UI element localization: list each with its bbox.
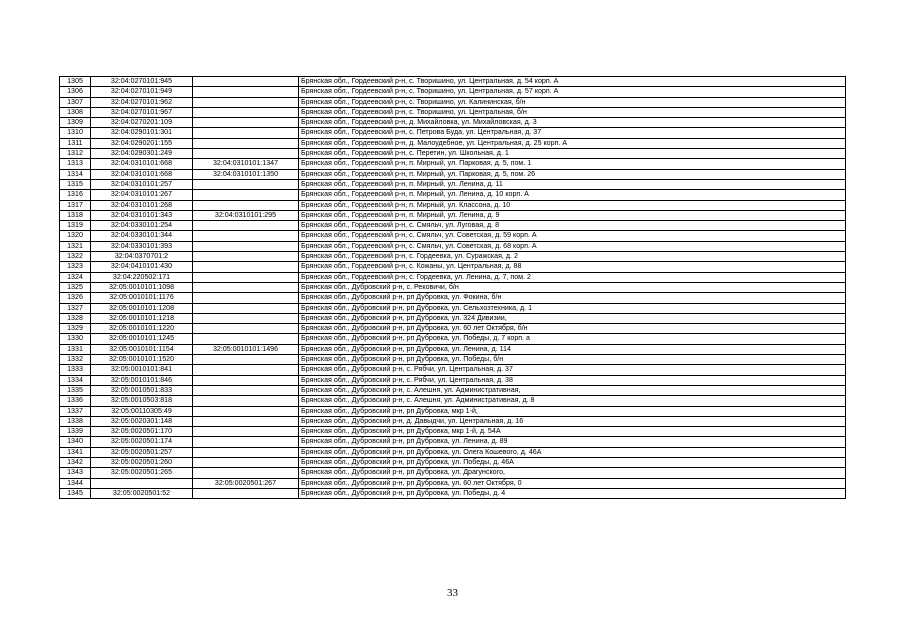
address-cell: Брянская обл., Дубровский р-н, рп Дубровка, ул. Олега Кошевого, д. 46А: [299, 447, 846, 457]
row-number-cell: 1344: [60, 478, 91, 488]
address-cell: Брянская обл., Дубровский р-н, рп Дубровка, мкр 1-й, д. 54А: [299, 427, 846, 437]
related-cadastral-number-cell: [193, 252, 299, 262]
row-number-cell: 1325: [60, 282, 91, 292]
row-number-cell: 1320: [60, 231, 91, 241]
related-cadastral-number-cell: [193, 457, 299, 467]
address-cell: Брянская обл., Дубровский р-н, с. Рековичи, б/н: [299, 282, 846, 292]
row-number-cell: 1308: [60, 107, 91, 117]
table-row: [60, 210, 846, 220]
cadastral-number-cell: 32:05:0010101:1176: [91, 293, 193, 303]
address-cell: Брянская обл., Дубровский р-н, рп Дубровка, ул. Победы, д. 4: [299, 488, 846, 498]
row-number-cell: 1335: [60, 385, 91, 395]
related-cadastral-number-cell: [193, 87, 299, 97]
row-number-cell: 1334: [60, 375, 91, 385]
row-number-cell: 1318: [60, 210, 91, 220]
cadastral-number-cell: 32:04:220502:171: [91, 272, 193, 282]
related-cadastral-number-cell: [193, 385, 299, 395]
related-cadastral-number-cell: [193, 447, 299, 457]
table-row: [60, 262, 846, 272]
related-cadastral-number-cell: [193, 416, 299, 426]
row-number-cell: 1327: [60, 303, 91, 313]
cadastral-number-cell: 32:04:0270101:945: [91, 77, 193, 87]
cadastral-number-cell: 32:04:0310101:267: [91, 190, 193, 200]
table-row: [60, 334, 846, 344]
row-number-cell: 1326: [60, 293, 91, 303]
table-row: [60, 416, 846, 426]
table-row: [60, 293, 846, 303]
related-cadastral-number-cell: [193, 324, 299, 334]
cadastral-number-cell: 32:05:0010101:1220: [91, 324, 193, 334]
table-row: [60, 427, 846, 437]
table-row: [60, 396, 846, 406]
address-cell: Брянская обл., Дубровский р-н, д. Давыдчи, ул. Центральная, д. 16: [299, 416, 846, 426]
row-number-cell: 1317: [60, 200, 91, 210]
related-cadastral-number-cell: [193, 365, 299, 375]
row-number-cell: 1343: [60, 468, 91, 478]
cadastral-number-cell: [91, 478, 193, 488]
table-row: [60, 149, 846, 159]
row-number-cell: 1312: [60, 149, 91, 159]
row-number-cell: 1332: [60, 355, 91, 365]
cadastral-number-cell: 32:05:0020501:265: [91, 468, 193, 478]
address-cell: Брянская обл., Гордеевский р-н, с. Смяльч, ул. Луговая, д. 8: [299, 221, 846, 231]
related-cadastral-number-cell: [193, 488, 299, 498]
cadastral-number-cell: 32:04:0290301:249: [91, 149, 193, 159]
table-row: [60, 138, 846, 148]
address-cell: Брянская обл., Гордеевский р-н, с. Творишино, ул. Центральная, д. 57 корп. А: [299, 87, 846, 97]
cadastral-number-cell: 32:04:0290201:155: [91, 138, 193, 148]
cadastral-number-cell: 32:04:0330101:393: [91, 241, 193, 251]
row-number-cell: 1310: [60, 128, 91, 138]
address-cell: Брянская обл., Дубровский р-н, рп Дубровка, ул. Фокина, б/н: [299, 293, 846, 303]
table-row: [60, 457, 846, 467]
table-row: [60, 468, 846, 478]
cadastral-number-cell: 32:04:0370701:2: [91, 252, 193, 262]
row-number-cell: 1313: [60, 159, 91, 169]
table-row: [60, 97, 846, 107]
cadastral-number-cell: 32:05:0020501:170: [91, 427, 193, 437]
cadastral-number-cell: 32:04:0310101:668: [91, 159, 193, 169]
table-row: [60, 252, 846, 262]
table-row: [60, 118, 846, 128]
address-cell: Брянская обл., Гордеевский р-н, с. Смяльч, ул. Советская, д. 68 корп. А: [299, 241, 846, 251]
cadastral-number-cell: 32:05:0010101:841: [91, 365, 193, 375]
row-number-cell: 1338: [60, 416, 91, 426]
address-cell: Брянская обл., Гордеевский р-н, п. Мирный, ул. Ленина, д. 10 корп. А: [299, 190, 846, 200]
table-row: [60, 128, 846, 138]
row-number-cell: 1345: [60, 488, 91, 498]
table-row: [60, 313, 846, 323]
registry-table-body: [60, 77, 846, 499]
address-cell: Брянская обл., Гордеевский р-н, д. Михайловка, ул. Михайловская, д. 3: [299, 118, 846, 128]
related-cadastral-number-cell: [193, 313, 299, 323]
address-cell: Брянская обл., Гордеевский р-н, с. Творишино, ул. Центральная, д. 54 корп. А: [299, 77, 846, 87]
related-cadastral-number-cell: [193, 97, 299, 107]
address-cell: Брянская обл., Гордеевский р-н, п. Мирный, ул. Парковая, д. 5, пом. 26: [299, 169, 846, 179]
cadastral-number-cell: 32:05:0020501:174: [91, 437, 193, 447]
cadastral-number-cell: 32:05:0010101:1520: [91, 355, 193, 365]
address-cell: Брянская обл., Дубровский р-н, рп Дубровка, ул. 60 лет Октября, б/н: [299, 324, 846, 334]
table-row: [60, 190, 846, 200]
address-cell: Брянская обл., Дубровский р-н, рп Дубровка, ул. Победы, д. 46А: [299, 457, 846, 467]
cadastral-number-cell: 32:04:0330101:344: [91, 231, 193, 241]
cadastral-number-cell: 32:04:0270201:109: [91, 118, 193, 128]
address-cell: Брянская обл., Гордеевский р-н, д. Малоудебное, ул. Центральная, д. 25 корп. А: [299, 138, 846, 148]
related-cadastral-number-cell: [193, 128, 299, 138]
row-number-cell: 1323: [60, 262, 91, 272]
related-cadastral-number-cell: [193, 406, 299, 416]
related-cadastral-number-cell: [193, 179, 299, 189]
address-cell: Брянская обл., Гордеевский р-н, с. Смяльч, ул. Советская, д. 59 корп. А: [299, 231, 846, 241]
related-cadastral-number-cell: [193, 107, 299, 117]
cadastral-number-cell: 32:04:0310101:268: [91, 200, 193, 210]
related-cadastral-number-cell: [193, 334, 299, 344]
row-number-cell: 1307: [60, 97, 91, 107]
table-row: [60, 365, 846, 375]
table-row: [60, 324, 846, 334]
table-row: [60, 303, 846, 313]
address-cell: Брянская обл., Дубровский р-н, с. Рябчи, ул. Центральная, д. 38: [299, 375, 846, 385]
related-cadastral-number-cell: [193, 468, 299, 478]
page-number: 33: [447, 587, 458, 599]
table-row: [60, 77, 846, 87]
address-cell: Брянская обл., Гордеевский р-н, п. Мирный, ул. Ленина, д. 9: [299, 210, 846, 220]
cadastral-number-cell: 32:04:0270101:949: [91, 87, 193, 97]
table-row: [60, 231, 846, 241]
cadastral-number-cell: 32:04:0310101:257: [91, 179, 193, 189]
table-row: [60, 107, 846, 117]
address-cell: Брянская обл., Гордеевский р-н, с. Гордеевка, ул. Суражская, д. 2: [299, 252, 846, 262]
related-cadastral-number-cell: 32:05:0010101:1496: [193, 344, 299, 354]
row-number-cell: 1339: [60, 427, 91, 437]
row-number-cell: 1319: [60, 221, 91, 231]
table-row: [60, 385, 846, 395]
related-cadastral-number-cell: [193, 303, 299, 313]
address-cell: Брянская обл., Дубровский р-н, рп Дубровка, ул. Победы, д. 7 корп. а: [299, 334, 846, 344]
address-cell: Брянская обл., Дубровский р-н, рп Дубровка, ул. 60 лет Октября, 0: [299, 478, 846, 488]
address-cell: Брянская обл., Гордеевский р-н, с. Перетин, ул. Школьная, д. 1: [299, 149, 846, 159]
related-cadastral-number-cell: 32:04:0310101:1350: [193, 169, 299, 179]
cadastral-number-cell: 32:04:0410101:430: [91, 262, 193, 272]
address-cell: Брянская обл., Дубровский р-н, рп Дубровка, ул. Ленина, д. 114: [299, 344, 846, 354]
row-number-cell: 1329: [60, 324, 91, 334]
row-number-cell: 1336: [60, 396, 91, 406]
row-number-cell: 1306: [60, 87, 91, 97]
related-cadastral-number-cell: [193, 437, 299, 447]
row-number-cell: 1315: [60, 179, 91, 189]
address-cell: Брянская обл., Гордеевский р-н, с. Кожаны, ул. Центральная, д. 88: [299, 262, 846, 272]
related-cadastral-number-cell: [193, 241, 299, 251]
cadastral-number-cell: 32:04:0290101:301: [91, 128, 193, 138]
cadastral-number-cell: 32:05:0020501:52: [91, 488, 193, 498]
related-cadastral-number-cell: [193, 272, 299, 282]
address-cell: Брянская обл., Гордеевский р-н, с. Творишино, ул. Центральная, б/н: [299, 107, 846, 117]
row-number-cell: 1328: [60, 313, 91, 323]
table-row: [60, 159, 846, 169]
related-cadastral-number-cell: [193, 396, 299, 406]
address-cell: Брянская обл., Дубровский р-н, с. Алешня, ул. Административная,: [299, 385, 846, 395]
table-row: [60, 447, 846, 457]
related-cadastral-number-cell: 32:04:0310101:1347: [193, 159, 299, 169]
related-cadastral-number-cell: [193, 77, 299, 87]
cadastral-number-cell: 32:05:0010501:833: [91, 385, 193, 395]
cadastral-number-cell: 32:04:0270101:962: [91, 97, 193, 107]
cadastral-number-cell: 32:05:0010101:1154: [91, 344, 193, 354]
related-cadastral-number-cell: [193, 149, 299, 159]
cadastral-number-cell: 32:05:0010101:1245: [91, 334, 193, 344]
address-cell: Брянская обл., Дубровский р-н, рп Дубровка, ул. Драгунского,: [299, 468, 846, 478]
address-cell: Брянская обл., Дубровский р-н, рп Дубровка, мкр 1-й,: [299, 406, 846, 416]
address-cell: Брянская обл., Дубровский р-н, с. Алешня, ул. Административная, д. 8: [299, 396, 846, 406]
row-number-cell: 1314: [60, 169, 91, 179]
row-number-cell: 1330: [60, 334, 91, 344]
table-row: [60, 241, 846, 251]
address-cell: Брянская обл., Гордеевский р-н, п. Мирный, ул. Ленина, д. 11: [299, 179, 846, 189]
table-row: [60, 221, 846, 231]
related-cadastral-number-cell: [193, 221, 299, 231]
row-number-cell: 1331: [60, 344, 91, 354]
cadastral-number-cell: 32:04:0330101:254: [91, 221, 193, 231]
row-number-cell: 1311: [60, 138, 91, 148]
related-cadastral-number-cell: [193, 138, 299, 148]
row-number-cell: 1337: [60, 406, 91, 416]
table-row: [60, 272, 846, 282]
related-cadastral-number-cell: [193, 282, 299, 292]
row-number-cell: 1342: [60, 457, 91, 467]
row-number-cell: 1340: [60, 437, 91, 447]
table-row: [60, 437, 846, 447]
cadastral-number-cell: 32:05:0020301:148: [91, 416, 193, 426]
table-row: [60, 344, 846, 354]
related-cadastral-number-cell: [193, 293, 299, 303]
related-cadastral-number-cell: [193, 231, 299, 241]
cadastral-number-cell: 32:04:0310101:668: [91, 169, 193, 179]
related-cadastral-number-cell: [193, 118, 299, 128]
row-number-cell: 1321: [60, 241, 91, 251]
table-row: [60, 87, 846, 97]
address-cell: Брянская обл., Гордеевский р-н, с. Петрова Буда, ул. Центральная, д. 37: [299, 128, 846, 138]
cadastral-number-cell: 32:05:0020501:260: [91, 457, 193, 467]
address-cell: Брянская обл., Гордеевский р-н, с. Творишино, ул. Калининская, б/н: [299, 97, 846, 107]
table-row: [60, 488, 846, 498]
cadastral-number-cell: 32:05:0010503:818: [91, 396, 193, 406]
row-number-cell: 1324: [60, 272, 91, 282]
address-cell: Брянская обл., Дубровский р-н, рп Дубровка, ул. Сельхозтехника, д. 1: [299, 303, 846, 313]
row-number-cell: 1341: [60, 447, 91, 457]
related-cadastral-number-cell: [193, 375, 299, 385]
related-cadastral-number-cell: [193, 427, 299, 437]
address-cell: Брянская обл., Дубровский р-н, рп Дубровка, ул. Победы, б/н: [299, 355, 846, 365]
table-row: [60, 355, 846, 365]
table-row: [60, 179, 846, 189]
cadastral-number-cell: 32:05:0010101:846: [91, 375, 193, 385]
related-cadastral-number-cell: [193, 190, 299, 200]
address-cell: Брянская обл., Гордеевский р-н, п. Мирный, ул. Классона, д. 10: [299, 200, 846, 210]
table-row: [60, 169, 846, 179]
row-number-cell: 1333: [60, 365, 91, 375]
row-number-cell: 1309: [60, 118, 91, 128]
related-cadastral-number-cell: 32:05:0020501:267: [193, 478, 299, 488]
row-number-cell: 1305: [60, 77, 91, 87]
cadastral-number-cell: 32:04:0310101:343: [91, 210, 193, 220]
address-cell: Брянская обл., Гордеевский р-н, с. Гордеевка, ул. Ленина, д. 7, пом. 2: [299, 272, 846, 282]
cadastral-number-cell: 32:04:0270101:967: [91, 107, 193, 117]
address-cell: Брянская обл., Дубровский р-н, рп Дубровка, ул. Ленина, д. 89: [299, 437, 846, 447]
related-cadastral-number-cell: [193, 200, 299, 210]
table-row: [60, 406, 846, 416]
address-cell: Брянская обл., Дубровский р-н, с. Рябчи, ул. Центральная, д. 37: [299, 365, 846, 375]
row-number-cell: 1322: [60, 252, 91, 262]
cadastral-number-cell: 32:05:00110305:49: [91, 406, 193, 416]
cadastral-number-cell: 32:05:0010101:1218: [91, 313, 193, 323]
row-number-cell: 1316: [60, 190, 91, 200]
table-row: [60, 282, 846, 292]
related-cadastral-number-cell: 32:04:0310101:295: [193, 210, 299, 220]
cadastral-number-cell: 32:05:0010101:1098: [91, 282, 193, 292]
address-cell: Брянская обл., Гордеевский р-н, п. Мирный, ул. Парковая, д. 5, пом. 1: [299, 159, 846, 169]
registry-table: [59, 76, 846, 499]
table-row: [60, 200, 846, 210]
table-row: [60, 478, 846, 488]
related-cadastral-number-cell: [193, 262, 299, 272]
related-cadastral-number-cell: [193, 355, 299, 365]
address-cell: Брянская обл., Дубровский р-н, рп Дубровка, ул. 324 Дивизии,: [299, 313, 846, 323]
cadastral-number-cell: 32:05:0010101:1208: [91, 303, 193, 313]
table-row: [60, 375, 846, 385]
cadastral-number-cell: 32:05:0020501:257: [91, 447, 193, 457]
